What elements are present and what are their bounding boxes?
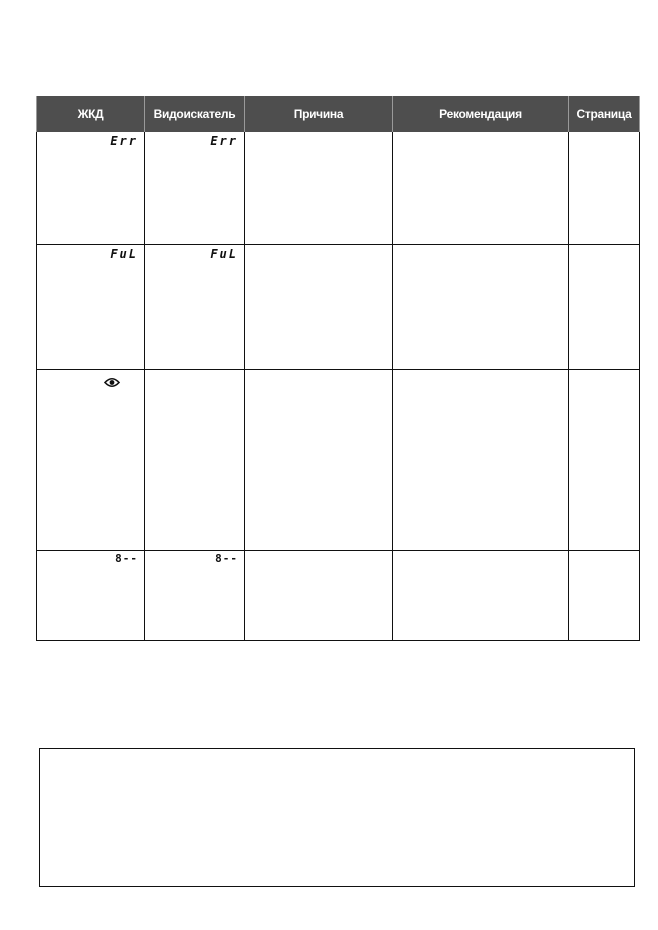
cell-recommendation bbox=[393, 132, 569, 244]
note-box bbox=[39, 748, 635, 887]
cell-page bbox=[569, 550, 640, 640]
cell-lcd bbox=[37, 244, 145, 369]
lcd-symbol: 8-- bbox=[115, 551, 138, 565]
cell-cause bbox=[245, 550, 393, 640]
cell-page bbox=[569, 132, 640, 244]
cell-page bbox=[569, 244, 640, 369]
eye-icon bbox=[104, 377, 120, 388]
cell-cause bbox=[245, 244, 393, 369]
lcd-symbol: FuL bbox=[110, 246, 138, 261]
cell-page bbox=[569, 369, 640, 550]
cell-recommendation bbox=[393, 244, 569, 369]
header-page: Страница bbox=[569, 96, 640, 132]
header-recommendation: Рекомендация bbox=[393, 96, 569, 132]
header-viewfinder: Видоискатель bbox=[145, 96, 245, 132]
error-table bbox=[36, 96, 640, 641]
cell-viewfinder bbox=[145, 244, 245, 369]
cell-lcd bbox=[37, 550, 145, 640]
cell-viewfinder bbox=[145, 550, 245, 640]
lcd-symbol bbox=[37, 370, 144, 390]
cell-cause bbox=[245, 132, 393, 244]
table-header-row bbox=[37, 96, 640, 132]
table-row bbox=[37, 369, 640, 550]
table-row bbox=[37, 550, 640, 640]
cell-viewfinder bbox=[145, 132, 245, 244]
cell-lcd bbox=[37, 132, 145, 244]
table-row bbox=[37, 132, 640, 244]
cell-cause bbox=[245, 369, 393, 550]
viewfinder-symbol: 8-- bbox=[215, 551, 238, 565]
viewfinder-symbol: Err bbox=[210, 134, 238, 148]
cell-recommendation bbox=[393, 550, 569, 640]
lcd-symbol: Err bbox=[110, 134, 138, 148]
header-cause: Причина bbox=[245, 96, 393, 132]
cell-recommendation bbox=[393, 369, 569, 550]
cell-lcd bbox=[37, 369, 145, 550]
viewfinder-symbol: FuL bbox=[210, 246, 238, 261]
header-lcd: ЖКД bbox=[37, 96, 145, 132]
table-row bbox=[37, 244, 640, 369]
cell-viewfinder bbox=[145, 369, 245, 550]
